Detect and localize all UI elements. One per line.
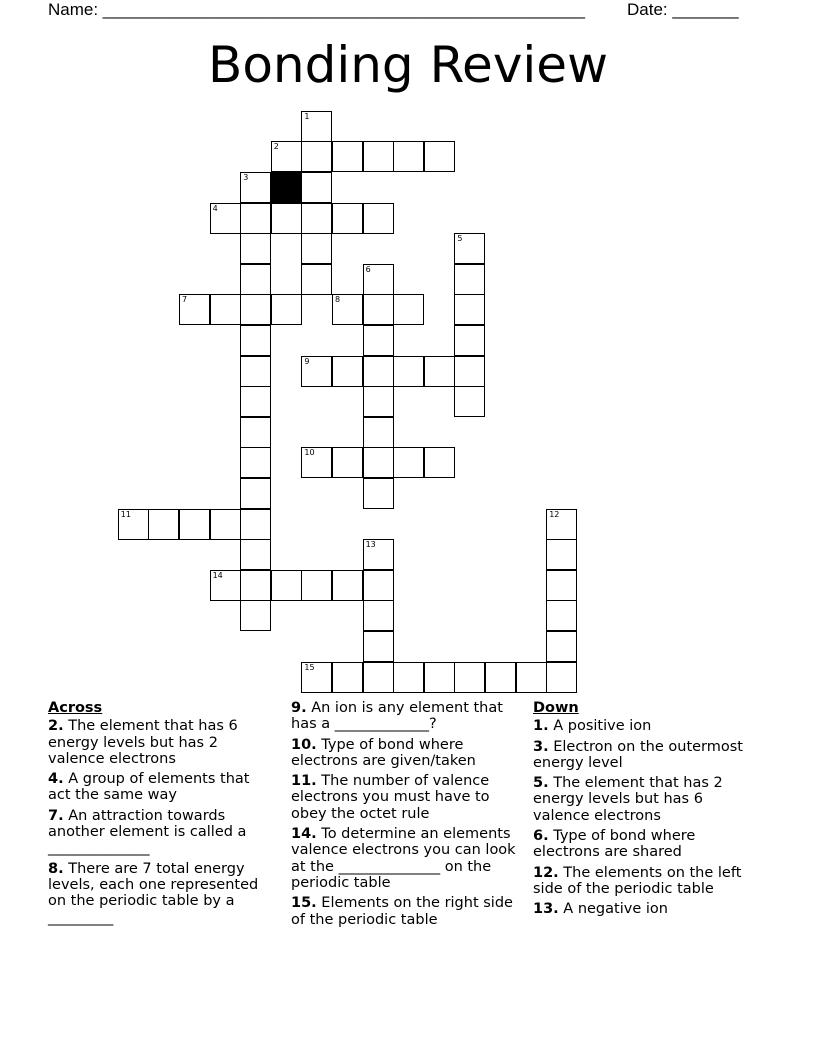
grid-cell[interactable] <box>301 233 332 264</box>
grid-cell[interactable] <box>363 203 394 234</box>
grid-cell[interactable] <box>546 539 577 570</box>
grid-cell[interactable] <box>424 662 455 693</box>
clue-number: 9 <box>304 356 310 366</box>
clue <box>48 718 273 767</box>
grid-cell[interactable] <box>393 447 424 478</box>
clue-label-number: 13. <box>533 901 559 918</box>
grid-cell[interactable] <box>363 356 394 387</box>
clue-number: 6 <box>365 264 371 274</box>
blocked-cell <box>271 172 302 203</box>
clue-text: The element that has 2 energy levels but has 6 valence electrons <box>533 775 723 824</box>
grid-cell[interactable] <box>332 570 363 601</box>
clue <box>48 808 273 857</box>
across-continued-clue-list <box>291 700 523 928</box>
clue <box>533 775 758 824</box>
clue-label-number: 2. <box>48 718 64 735</box>
grid-cell[interactable] <box>424 447 455 478</box>
clue-number: 11 <box>120 509 131 519</box>
clue-number: 4 <box>212 203 218 213</box>
grid-cell[interactable] <box>363 600 394 631</box>
grid-cell[interactable] <box>454 264 485 295</box>
across-continued-column <box>291 700 523 932</box>
grid-cell[interactable] <box>332 662 363 693</box>
clue-number: 8 <box>335 295 341 305</box>
grid-cell[interactable] <box>393 294 424 325</box>
grid-cell[interactable] <box>179 509 210 540</box>
grid-cell[interactable] <box>393 141 424 172</box>
clue <box>291 773 523 822</box>
grid-cell[interactable] <box>240 294 271 325</box>
clue-label-number: 1. <box>533 718 549 735</box>
clue-label-number: 12. <box>533 864 559 881</box>
grid-cell[interactable] <box>179 294 210 325</box>
grid-cell[interactable] <box>271 203 302 234</box>
clue-text: An attraction towards another element is called a ______________ <box>48 807 247 857</box>
clue-text: A group of elements that act the same way <box>48 771 250 804</box>
down-heading: Down <box>533 700 579 716</box>
page-title: Bonding Review <box>208 36 608 94</box>
grid-cell[interactable] <box>363 539 394 570</box>
grid-cell[interactable] <box>240 478 271 509</box>
grid-cell[interactable] <box>240 233 271 264</box>
grid-cell[interactable] <box>454 325 485 356</box>
grid-cell[interactable] <box>118 509 149 540</box>
grid-cell[interactable] <box>454 294 485 325</box>
grid-cell[interactable] <box>210 570 241 601</box>
grid-cell[interactable] <box>240 509 271 540</box>
clue-text: There are 7 total energy levels, each one represented on the periodic table by a _________ <box>48 860 259 926</box>
grid-cell[interactable] <box>332 294 363 325</box>
clue-text: Type of bond where electrons are given/taken <box>291 736 476 769</box>
grid-cell[interactable] <box>240 325 271 356</box>
grid-cell[interactable] <box>363 631 394 662</box>
clue <box>291 737 523 770</box>
grid-cell[interactable] <box>240 264 271 295</box>
clue-label-number: 15. <box>291 895 317 912</box>
grid-cell[interactable] <box>485 662 516 693</box>
clue-text: The elements on the left side of the periodic table <box>533 864 742 897</box>
grid-cell[interactable] <box>240 172 271 203</box>
grid-cell[interactable] <box>332 356 363 387</box>
clue-number: 3 <box>243 173 249 182</box>
grid-cell[interactable] <box>301 570 332 601</box>
name-line: Name: ___________________________________________________ <box>48 0 585 19</box>
across-clue-list <box>48 718 273 926</box>
grid-cell[interactable] <box>363 325 394 356</box>
clue <box>291 700 523 733</box>
grid-cell[interactable] <box>363 662 394 693</box>
grid-cell[interactable] <box>210 203 241 234</box>
clue <box>48 771 273 804</box>
grid-cell[interactable] <box>210 509 241 540</box>
grid-cell[interactable] <box>271 141 302 172</box>
clue <box>533 901 758 917</box>
grid-cell[interactable] <box>393 662 424 693</box>
clue-number: 13 <box>365 540 376 550</box>
clue-text: Type of bond where electrons are shared <box>533 828 696 861</box>
clue-text: The number of valence electrons you must have to obey the octet rule <box>291 773 490 822</box>
clue-label-number: 4. <box>48 771 64 788</box>
grid-cell[interactable] <box>363 417 394 448</box>
grid-cell[interactable] <box>301 662 332 693</box>
grid-cell[interactable] <box>240 447 271 478</box>
grid-cell[interactable] <box>301 141 332 172</box>
clue <box>48 861 273 926</box>
grid-cell[interactable] <box>240 203 271 234</box>
grid-cell[interactable] <box>271 570 302 601</box>
grid-cell[interactable] <box>301 172 332 203</box>
grid-cell[interactable] <box>240 356 271 387</box>
clue-label-number: 8. <box>48 860 64 877</box>
down-clue-list <box>533 718 758 917</box>
clue <box>533 828 758 861</box>
grid-cell[interactable] <box>301 203 332 234</box>
grid-cell[interactable] <box>363 264 394 295</box>
grid-cell[interactable] <box>240 600 271 631</box>
grid-cell[interactable] <box>546 509 577 540</box>
grid-cell[interactable] <box>301 264 332 295</box>
clue-number: 14 <box>212 570 223 580</box>
clue <box>533 718 758 734</box>
grid-cell[interactable] <box>240 386 271 417</box>
clue-label-number: 3. <box>533 738 549 755</box>
clue-text: Elements on the right side of the periodic table <box>291 895 513 928</box>
grid-cell[interactable] <box>332 141 363 172</box>
grid-cell[interactable] <box>301 111 332 142</box>
grid-cell[interactable] <box>424 141 455 172</box>
clue-number: 2 <box>273 142 279 152</box>
grid-cell[interactable] <box>454 233 485 264</box>
grid-cell[interactable] <box>148 509 179 540</box>
clue-label-number: 7. <box>48 807 64 824</box>
clue-text: The element that has 6 energy levels but has 2 valence electrons <box>48 718 238 767</box>
grid-cell[interactable] <box>363 447 394 478</box>
grid-cell[interactable] <box>363 570 394 601</box>
grid-cell[interactable] <box>332 447 363 478</box>
grid-cell[interactable] <box>546 570 577 601</box>
clue-label-number: 10. <box>291 736 317 753</box>
down-column <box>533 700 758 922</box>
clue-number: 5 <box>457 234 463 244</box>
clue <box>291 895 523 928</box>
clue <box>533 739 758 772</box>
across-column <box>48 700 273 930</box>
grid-cell[interactable] <box>546 662 577 693</box>
clue-text: To determine an elements valence electrons you can look at the ______________ on the periodic table <box>291 826 516 891</box>
grid-cell[interactable] <box>301 356 332 387</box>
grid-cell[interactable] <box>240 570 271 601</box>
grid-cell[interactable] <box>424 356 455 387</box>
grid-cell[interactable] <box>393 356 424 387</box>
grid-cell[interactable] <box>240 539 271 570</box>
date-line: Date: _______ <box>627 0 739 19</box>
clue-text: Electron on the outermost energy level <box>533 738 743 771</box>
grid-cell[interactable] <box>301 447 332 478</box>
grid-cell[interactable] <box>454 662 485 693</box>
clue <box>291 826 523 891</box>
grid-cell[interactable] <box>546 631 577 662</box>
clue-text: A negative ion <box>563 901 668 918</box>
grid-cell[interactable] <box>271 294 302 325</box>
grid-cell[interactable] <box>210 294 241 325</box>
grid-cell[interactable] <box>454 386 485 417</box>
grid-cell[interactable] <box>332 203 363 234</box>
clue-label-number: 5. <box>533 775 549 792</box>
clue-number: 1 <box>304 111 310 121</box>
clue-number: 15 <box>304 662 315 672</box>
clue-label-number: 6. <box>533 828 549 845</box>
grid-cell[interactable] <box>516 662 547 693</box>
clue <box>533 865 758 898</box>
grid-cell[interactable] <box>240 417 271 448</box>
clue-number: 12 <box>549 509 560 519</box>
clue-number: 10 <box>304 448 315 458</box>
grid-cell[interactable] <box>363 141 394 172</box>
grid-cell[interactable] <box>454 356 485 387</box>
grid-cell[interactable] <box>363 386 394 417</box>
clue-label-number: 11. <box>291 773 317 790</box>
clue-label-number: 14. <box>291 826 317 843</box>
clue-number: 7 <box>182 295 188 305</box>
grid-cell[interactable] <box>546 600 577 631</box>
across-heading: Across <box>48 700 103 716</box>
grid-cell[interactable] <box>363 478 394 509</box>
grid-cell[interactable] <box>363 294 394 325</box>
clue-label-number: 9. <box>291 700 307 716</box>
clue-text: An ion is any element that has a _____________? <box>291 700 503 733</box>
clue-text: A positive ion <box>553 718 652 735</box>
